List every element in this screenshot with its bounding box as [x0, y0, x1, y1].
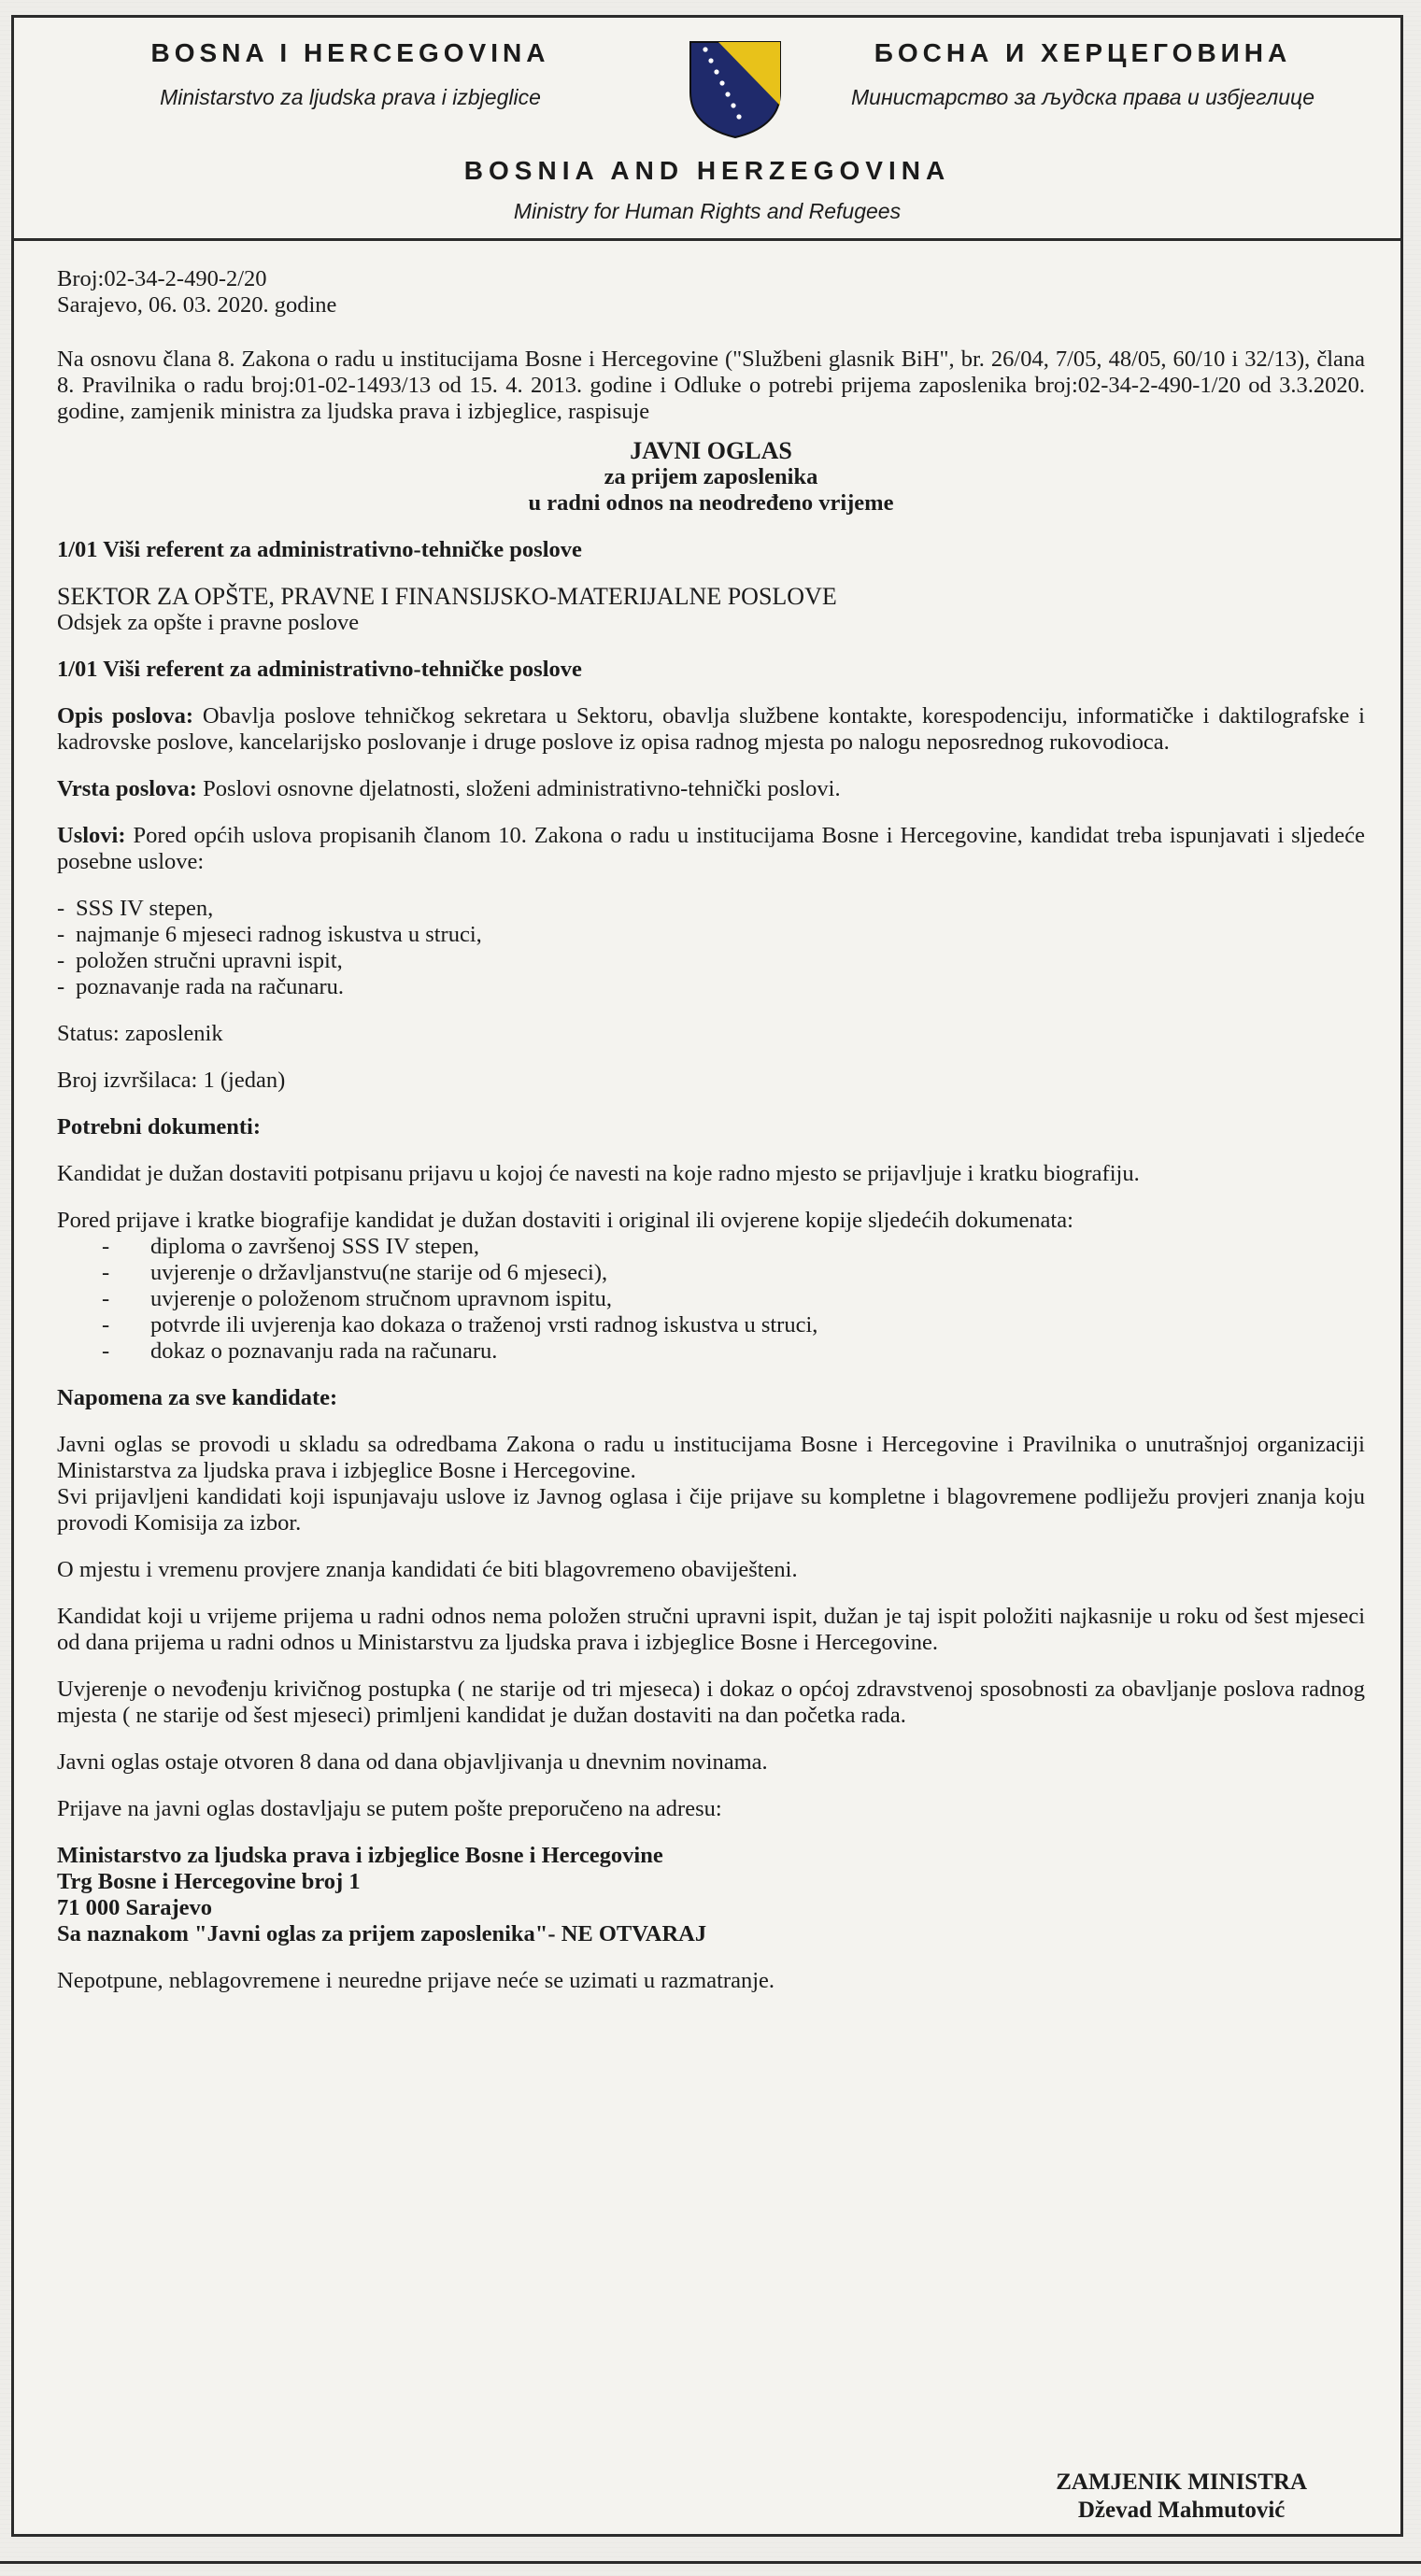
conditions-label: Uslovi:: [57, 823, 126, 848]
number-of-executors: Broj izvršilaca: 1 (jedan): [57, 1068, 286, 1093]
bih-coat-of-arms-icon: [687, 38, 784, 139]
note-paragraph-3: O mjestu i vremenu provjere znanja kandidati će biti blagovremeno obaviješteni.: [57, 1557, 798, 1582]
ministry-name-latin: Ministarstvo za ljudska prava i izbjeglice: [160, 85, 541, 109]
note-paragraph-4: Kandidat koji u vrijeme prijema u radni odnos nema položen stručni upravni ispit, dužan je taj ispit položiti najkasnije u roku od šest mjeseci od dana prijema u radni odnos u Ministarstvu za ljudska prava i izbjeglice Bosne i Hercegovine.: [57, 1604, 1365, 1655]
document-number: Broj:02-34-2-490-2/20: [57, 266, 267, 291]
job-description-text: Obavlja poslove tehničkog sekretara u Sektoru, obavlja službene kontakte, korespodenciju, informatičke i daktilografske i kadrovske poslove, kancelarijsko poslovanje i druge poslove iz opisa radnog mjesta po nalogu neposrednog rukovodioca.: [57, 703, 1365, 755]
job-type: [57, 776, 1365, 802]
list-item: - potvrde ili uvjerenja kao dokaza o traženoj vrsti radnog iskustva u struci,: [102, 1312, 1365, 1338]
page-divider: [0, 2561, 1421, 2564]
mailing-address: [57, 1843, 1365, 1947]
address-line: 71 000 Sarajevo: [57, 1895, 213, 1920]
documents-text-2: Pored prijave i kratke biografije kandidat je dužan dostaviti i original ili ovjerene kopije sljedećih dokumenata:: [57, 1208, 1073, 1233]
job-type-label: Vrsta poslova:: [57, 776, 197, 801]
list-item: - poznavanje rada na računaru.: [57, 974, 1365, 1000]
note-heading: Napomena za sve kandidate:: [57, 1385, 338, 1410]
list-item: - SSS IV stepen,: [57, 896, 1365, 922]
signature-block: [1056, 2469, 1307, 2525]
list-item: - uvjerenje o državljanstvu(ne starije od 6 mjeseci),: [102, 1260, 1365, 1286]
documents-text-1: Kandidat je dužan dostaviti potpisanu prijavu u kojoj će navesti na koje radno mjesto se prijavljuje i kratku biografiju.: [57, 1161, 1140, 1186]
notice-subtitle-1: za prijem zaposlenika: [604, 464, 818, 489]
closing-statement: Nepotpune, neblagovremene i neuredne prijave neće se uzimati u razmatranje.: [57, 1968, 774, 1993]
position-heading: 1/01 Viši referent za administrativno-tehničke poslove: [57, 537, 582, 562]
address-line: Ministarstvo za ljudska prava i izbjeglice Bosne i Hercegovine: [57, 1843, 663, 1868]
department-name: Odsjek za opšte i pravne poslove: [57, 610, 360, 635]
notice-subtitle-2: u radni odnos na neodređeno vrijeme: [528, 490, 894, 516]
list-item: - najmanje 6 mjeseci radnog iskustva u struci,: [57, 922, 1365, 948]
letterhead-latin: [51, 38, 649, 110]
job-description-label: Opis poslova:: [57, 703, 193, 729]
letterhead: [14, 18, 1400, 241]
notice-title: JAVNI OGLAS: [630, 437, 792, 464]
signature-title: ZAMJENIK MINISTRA: [1056, 2470, 1307, 2495]
country-name-latin: BOSNA I HERCEGOVINA: [150, 38, 550, 67]
letterhead-english: [14, 156, 1400, 224]
note-paragraph-5: Uvjerenje o nevođenju krivičnog postupka ( ne starije od tri mjeseca) i dokaz o općoj zdravstvenoj sposobnosti za obavljanje poslova radnog mjesta ( ne starije od šest mjeseci) primljeni kandidat je dužan dostaviti na dan početka rada.: [57, 1677, 1365, 1728]
conditions-list: [57, 896, 1365, 1000]
position-heading-repeat: 1/01 Viši referent za administrativno-tehničke poslove: [57, 657, 582, 682]
documents-list: [57, 1234, 1365, 1365]
country-name-cyrillic: БОСНА И ХЕРЦЕГОВИНА: [874, 38, 1292, 67]
document-place-date: Sarajevo, 06. 03. 2020. godine: [57, 292, 337, 318]
address-line: Sa naznakom "Javni oglas za prijem zaposlenika"- NE OTVARAJ: [57, 1921, 707, 1946]
note-paragraph-1: Javni oglas se provodi u skladu sa odredbama Zakona o radu u institucijama Bosne i Hercegovine i Pravilnika o unutrašnjoj organizaciji Ministarstva za ljudska prava i izbjeglice Bosne i Hercegovine.: [57, 1432, 1365, 1483]
sector-name: SEKTOR ZA OPŠTE, PRAVNE I FINANSIJSKO-MATERIJALNE POSLOVE: [57, 583, 837, 610]
signature-name: Dževad Mahmutović: [1077, 2498, 1286, 2523]
conditions: [57, 823, 1365, 875]
documents-heading: Potrebni dokumenti:: [57, 1114, 262, 1139]
list-item: - položen stručni upravni ispit,: [57, 948, 1365, 974]
job-type-text: Poslovi osnovne djelatnosti, složeni administrativno-tehnički poslovi.: [203, 776, 841, 801]
note-paragraph-7: Prijave na javni oglas dostavljaju se putem pošte preporučeno na adresu:: [57, 1796, 722, 1821]
letterhead-cyrillic: [784, 38, 1382, 110]
employment-status: Status: zaposlenik: [57, 1021, 223, 1046]
note-paragraph-2: Svi prijavljeni kandidati koji ispunjavaju uslove iz Javnog oglasa i čije prijave su kompletne i blagovremene podliježu provjeri znanja koju provodi Komisija za izbor.: [57, 1484, 1365, 1536]
ministry-name-english: Ministry for Human Rights and Refugees: [513, 199, 902, 223]
job-description: [57, 703, 1365, 756]
country-name-english: BOSNIA AND HERZEGOVINA: [463, 156, 951, 185]
preamble: Na osnovu člana 8. Zakona o radu u institucijama Bosne i Hercegovine ("Službeni glasnik BiH", br. 26/04, 7/05, 48/05, 60/10 i 32/13), člana 8. Pravilnika o radu broj:01-02-1493/13 od 15. 4. 2013. godine i Odluke o potrebi prijema zaposlenika broj:02-34-2-490-1/20 od 3.3.2020. godine, zamjenik ministra za ljudska prava i izbjeglice, raspisuje: [57, 347, 1365, 424]
notice-body: [57, 266, 1365, 1994]
list-item: - dokaz o poznavanju rada na računaru.: [102, 1338, 1365, 1365]
public-notice-frame: [11, 15, 1403, 2537]
note-paragraph-6: Javni oglas ostaje otvoren 8 dana od dana objavljivanja u dnevnim novinama.: [57, 1749, 768, 1775]
conditions-text: Pored općih uslova propisanih članom 10. Zakona o radu u institucijama Bosne i Hercegovine, kandidat treba ispunjavati i sljedeće posebne uslove:: [57, 823, 1366, 874]
list-item: - diploma o završenoj SSS IV stepen,: [102, 1234, 1365, 1260]
list-item: - uvjerenje o položenom stručnom upravnom ispitu,: [102, 1286, 1365, 1312]
address-line: Trg Bosne i Hercegovine broj 1: [57, 1869, 361, 1894]
ministry-name-cyrillic: Министарство за људска права и избјеглице: [851, 85, 1314, 109]
